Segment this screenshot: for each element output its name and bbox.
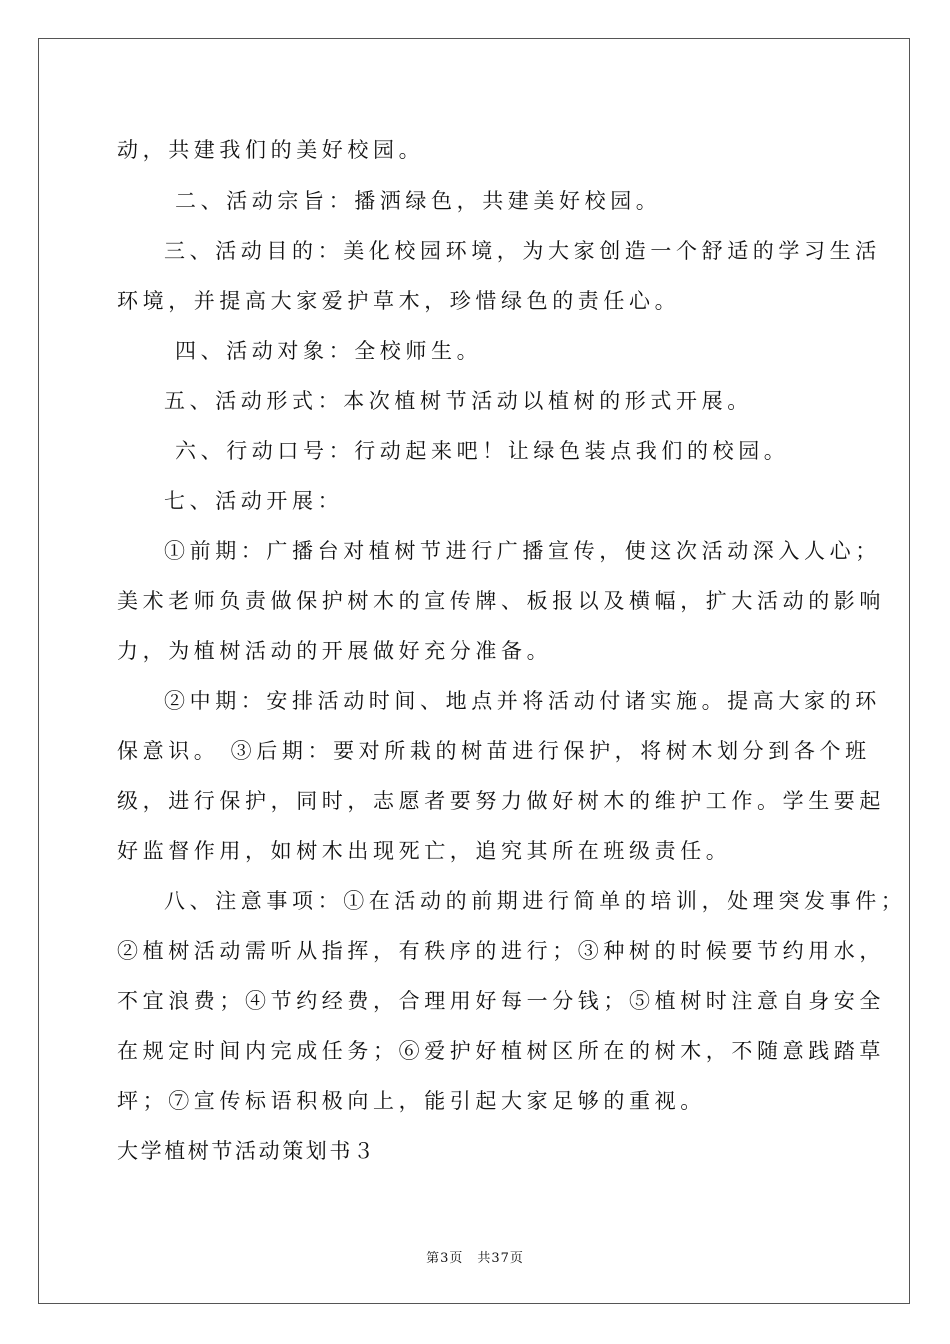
section-4-heading: 四、活动对象：全校师生。 [175,339,483,363]
paragraph-line: 美术老师负责做保护树木的宣传牌、板报以及横幅，扩大活动的影响 [117,589,885,613]
paragraph-line: 坪；⑦宣传标语积极向上，能引起大家足够的重视。 [117,1089,706,1113]
paragraph-line: 好监督作用，如树木出现死亡，追究其所在班级责任。 [117,839,732,863]
paragraph-line: 保意识。 ③后期：要对所栽的树苗进行保护，将树木划分到各个班 [117,739,871,763]
page-footer [0,1247,950,1266]
section-5-heading: 五、活动形式：本次植树节活动以植树的形式开展。 [164,389,753,413]
section-8-heading: 八、注意事项：①在活动的前期进行简单的培训，处理突发事件； [164,889,907,913]
page-number: 第3页 [426,1251,464,1266]
section-6-heading: 六、行动口号：行动起来吧！让绿色装点我们的校园。 [175,439,790,463]
section-2-heading: 二、活动宗旨：播洒绿色，共建美好校园。 [175,189,662,213]
paragraph-line: 环境，并提高大家爱护草木，珍惜绿色的责任心。 [117,289,681,313]
paragraph-line: ①前期：广播台对植树节进行广播宣传，使这次活动深入人心； [164,539,881,563]
page-total: 共37页 [477,1251,524,1266]
paragraph-line: ②植树活动需听从指挥，有秩序的进行；③种树的时候要节约用水， [117,939,885,963]
section-7-heading: 七、活动开展： [164,489,344,513]
paragraph-line: ②中期：安排活动时间、地点并将活动付诸实施。提高大家的环 [164,689,881,713]
paragraph-line: 力，为植树活动的开展做好充分准备。 [117,639,553,663]
document-subtitle: 大学植树节活动策划书３ [117,1139,377,1163]
paragraph-line: 动，共建我们的美好校园。 [117,138,425,162]
paragraph-line: 不宜浪费；④节约经费，合理用好每一分钱；⑤植树时注意自身安全 [117,989,885,1013]
section-3-heading: 三、活动目的：美化校园环境，为大家创造一个舒适的学习生活 [164,239,881,263]
paragraph-line: 级，进行保护，同时，志愿者要努力做好树木的维护工作。学生要起 [117,789,885,813]
paragraph-line: 在规定时间内完成任务；⑥爱护好植树区所在的树木，不随意践踏草 [117,1039,885,1063]
